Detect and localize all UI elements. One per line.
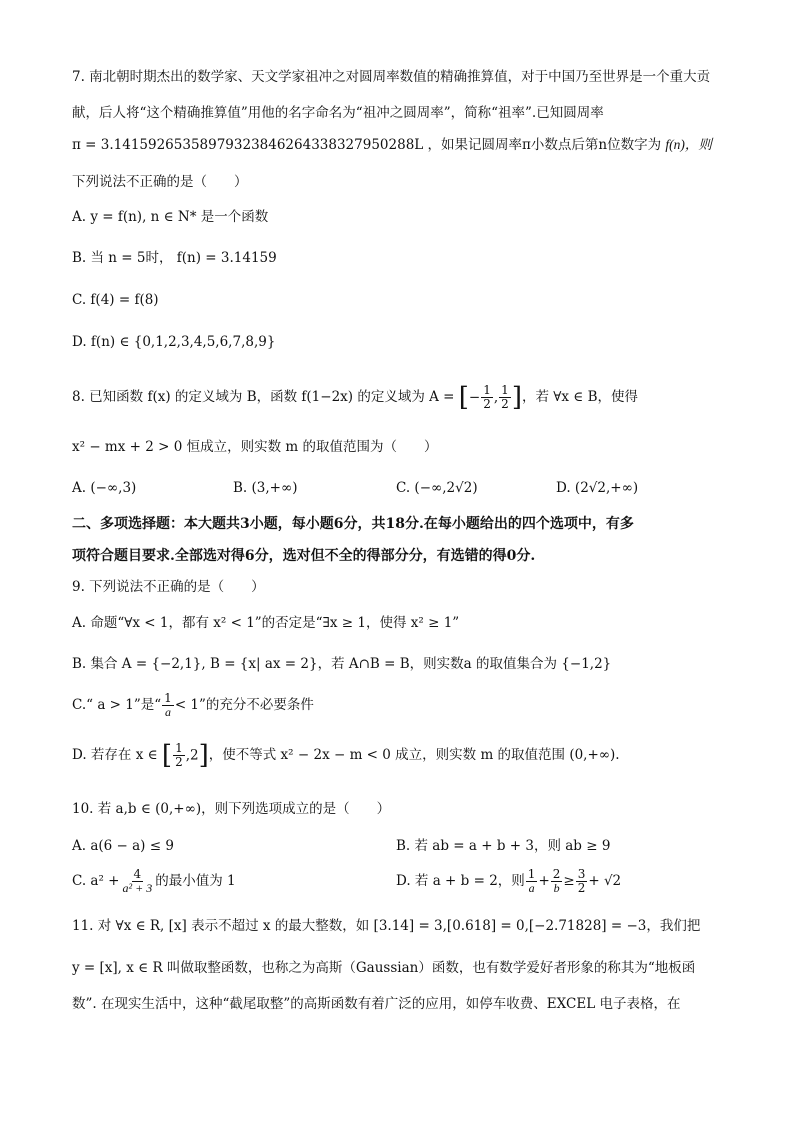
q10-stem: 10. 若 a,b ∈ (0,+∞)，则下列选项成立的是（ ）: [72, 801, 391, 817]
q11-line1: 11. 对 ∀x ∈ R, [x] 表示不超过 x 的最大整数，如 [3.14] = 3,[0.618] = 0,[−2.71828] = −3，我们把: [72, 918, 701, 934]
section2-line1: 二、多项选择题：本大题共3小题，每小题6分，共18分.在每小题给出的四个选项中，有多: [72, 516, 634, 532]
q8-frac1: $\frac{1}{2}$: [483, 383, 491, 411]
q10-option-a: A. a(6 − a) ≤ 9: [72, 838, 174, 854]
q9-d-frac: $\frac{1}{2}$: [175, 741, 183, 769]
q7-line1: 7. 南北朝时期杰出的数学家、天文学家祖冲之对圆周率数值的精确推算值，对于中国乃至世界是一个重大贡: [72, 69, 711, 85]
q10-option-b: B. 若 ab = a + b + 3，则 ab ≥ 9: [396, 838, 611, 854]
q9-stem: 9. 下列说法不正确的是（ ）: [72, 579, 265, 595]
q8-line1-text: 8. 已知函数 f(x) 的定义域为 B，函数 f(1−2x) 的定义域为 A =: [72, 389, 455, 405]
q7-pi-value: π = 3.1415926535897932384626433832795028: [72, 137, 406, 153]
q8-line2: x² − mx + 2 > 0 恒成立，则实数 m 的取值范围为（ ）: [72, 439, 438, 455]
q7-option-a: A. y = f(n), n ∈ N* 是一个函数: [72, 209, 269, 225]
q10-d-frac1: $\frac{1}{a}$: [527, 867, 536, 895]
q9-option-c: C.“ a > 1”是“ $\frac{1}{a}$ < 1”的充分不必要条件: [72, 691, 314, 719]
q10-d-frac3: $\frac{3}{2}$: [577, 867, 586, 895]
q7-option-c: C. f(4) = f(8): [72, 292, 159, 308]
q10-option-c: C. a² + $\frac{4}{\text{a² + 3}}$ 的最小值为 1: [72, 867, 236, 895]
q9-c-frac: $\frac{1}{a}$: [164, 691, 172, 719]
q9-option-d: D. 若存在 x ∈ [ $\frac{1}{2}$ ,2]，使不等式 x² − 2x − m < 0 成立，则实数 m 的取值范围 (0,+∞).: [72, 740, 620, 771]
q8-option-c: C. (−∞,2√2): [396, 480, 478, 496]
q8-line1: 8. 已知函数 f(x) 的定义域为 B，函数 f(1−2x) 的定义域为 A = [− $\frac{1}{2}$ , $\frac{1}{2}$ ]，若 ∀x ∈ B，使得: [72, 382, 639, 413]
q11-line3: 数”. 在现实生活中，这种“截尾取整”的高斯函数有着广泛的应用，如停车收费、EXCEL 电子表格，在: [72, 996, 681, 1012]
q8-option-a: A. (−∞,3): [72, 480, 137, 496]
q7-fn: f(n)，则: [665, 137, 712, 152]
q7-line2: 献，后人将“这个精确推算值”用他的名字命名为“祖冲之圆周率”，简称“祖率”.已知圆周率: [72, 105, 604, 121]
q8-line1-tail: ，若 ∀x ∈ B，使得: [521, 389, 639, 405]
q7-line4: 下列说法不正确的是（ ）: [72, 174, 248, 190]
q9-option-a: A. 命题“∀x < 1，都有 x² < 1”的否定是“∃x ≥ 1，使得 x² ≥ 1”: [72, 615, 460, 631]
q10-option-d: D. 若 a + b = 2，则 $\frac{1}{a}$ + $\frac{2}{b}$ ≥ $\frac{3}{2}$ + √2: [396, 867, 622, 895]
q7-option-d: D. f(n) ∈ {0,1,2,3,4,5,6,7,8,9}: [72, 334, 276, 350]
q7-line3: [72, 135, 712, 155]
q10-c-frac: $\frac{4}{\text{a² + 3}}$: [122, 867, 153, 895]
q7-option-b: B. 当 n = 5时， f(n) = 3.14159: [72, 250, 277, 266]
q7-line3-mid: 8L ，如果记圆周率π小数点后第n位数字为: [405, 137, 662, 153]
q8-frac2: $\frac{1}{2}$: [501, 383, 509, 411]
q11-line2: y = [x], x ∈ R 叫做取整函数，也称之为高斯（Gaussian）函数，也有数学爱好者形象的称其为“地板函: [72, 960, 696, 976]
q10-d-frac2: $\frac{2}{b}$: [552, 867, 561, 895]
q9-option-b: B. 集合 A = {−2,1}, B = {x| ax = 2}，若 A∩B = B，则实数a 的取值集合为 {−1,2}: [72, 656, 612, 672]
section2-line2: 项符合题目要求.全部选对得6分，选对但不全的得部分分，有选错的得0分.: [72, 548, 536, 564]
q8-option-b: B. (3,+∞): [233, 480, 298, 496]
q8-option-d: D. (2√2,+∞): [556, 480, 639, 496]
